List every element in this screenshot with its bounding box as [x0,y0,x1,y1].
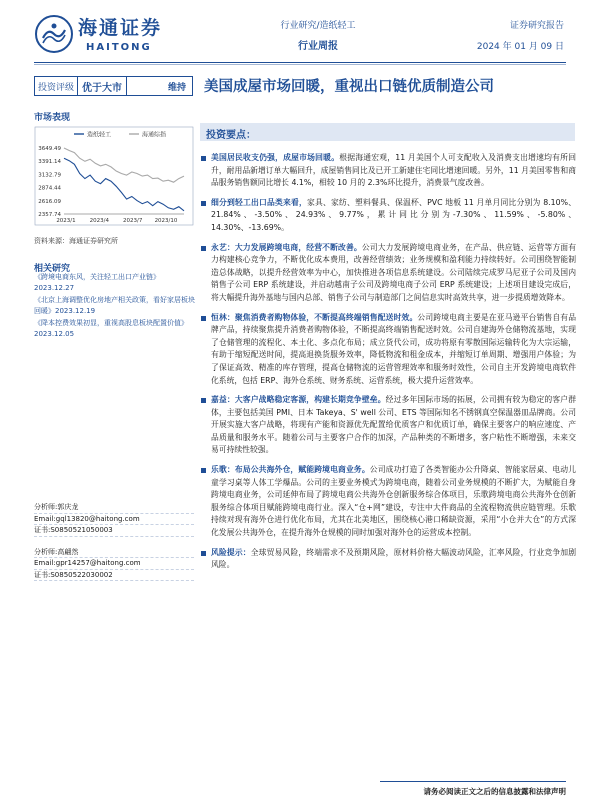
keypoint-text: 家具、家纺、塑料餐具、保温杯、PVC 地板 11 月单月同比分别为 8.10%、21.84%、-3.50%、24.93%、9.77%，累计同比分别为-7.30%、11.59%、-5.80%、14.30%、-13.69%。 [211,197,576,232]
keypoint-text: 经过多年国际市场的拓展，公司拥有较为稳定的客户群体，主要包括美国 PMI、日本 Takeya、S' well 公司、ETS 等国际知名不锈钢真空保温器皿品牌商。公司开展实施大客户战略，将现有产能和资源优先配置给优质客户和优质订单，确保主要客户的响应速度、产品质量和服务水平。随着公司与主要客户合作的加深，产品种类的不断增多，客户粘性不断增强，未来交易可持续性较强。 [211,395,577,455]
bullet-square-icon [201,156,206,161]
keypoint-text: 公司跨境电商主要是在亚马逊平台销售自有品牌产品，持续聚焦提升消费者购物体验，不断提高终端销售配送时效。公司自建海外仓储物流基地，实现了仓储管理的流程化、本土化、多点化布局；成立货代公司，成功将原有零散国际运输转化为大宗运输，有助于缩短配送时间，提高退换货服务效率，降低物流和租金成本，并缩短订单周期、增强用户体验；为了保证高效、精准的库存管理，提高仓储物流的运营管理效率和服务时效性，公司自主开发跨境电商软件化系统，包括 ERP、海外仓系统、财务系统、运营系统，极大提升运营效率。 [211,312,577,385]
keypoint-paragraph [200,464,576,540]
analyst-email[interactable]: Email:gql13820@haitong.com [34,514,194,526]
header-center [268,18,368,52]
keypoint-text: 全球贸易风险，终端需求不及预期风险，原材料价格大幅波动风险，汇率风险，行业竞争加剧风险。 [211,547,577,570]
keypoints-heading: 投资要点： [206,130,256,141]
bullet-square-icon [201,201,206,206]
x-tick-label: 2023/1 [56,218,76,224]
report-kind: 证券研究报告 [509,21,564,31]
keypoint-lead: 乐歌：布局公共海外仓，赋能跨境电商业务。 [211,465,370,475]
market-performance-chart [34,126,194,226]
related-research-list [34,272,199,341]
y-tick-label: 3391.14 [38,159,61,166]
keypoint-paragraph [200,242,576,305]
logo-chinese-name: 海通证券 [78,17,163,39]
report-type: 行业周报 [298,41,338,52]
haitong-seal-icon [34,14,74,54]
chart-source: 资料来源：海通证券研究所 [34,237,118,245]
series-line [64,158,184,211]
analyst-name: 分析师:高翩然 [34,547,194,559]
series-line [64,148,184,182]
market-heading: 市场表现 [34,113,71,123]
keypoint-lead: 美国居民收支仍强，成屋市场回暖。 [211,153,340,162]
logo-english-name: HAITONG [86,42,152,53]
keypoint-text: 根据海通宏观，11 月美国个人可支配收入及消费支出增速均有所回升，耐用品新增订单大幅回升，成屋销售同比及已开工新建住宅同比增速回暖。另外，11 月美国零售和商品服务销售额同比增长 4.1%，相较 10 月的 2.3%环比提升，消费景气度改善。 [211,153,576,188]
keypoint-text: 公司大力发展跨境电商业务，在产品、供应链、运营等方面有力构建核心竞争力，不断优化成本费用，改善经营绩效；业务规模和盈利能力持续转好。公司围绕智能制造总体战略，以提升经营效率为中心，加快推进各项信息系统建设。公司陆续完成罗马尼亚子公司及国内销售子公司 ERP 系统建设，并启动越南子公司及跨境电商子公司 ERP 系统建设；上述项目建设完成后，将大幅提升海外基地与国内总部、销售子公司与制造部门之间信息实时高效共享，进一步提质增效降本。 [211,242,577,302]
header-divider-thin [34,64,566,65]
y-tick-label: 3132.79 [38,172,61,179]
report-date: 2024 年 01 月 09 日 [476,42,564,52]
keypoint-paragraph [200,152,576,190]
related-item[interactable]: 《降本控费效果初显，重视高股息板块配置价值》2023.12.05 [34,319,188,338]
keypoint-lead: 风险提示： [211,547,251,557]
related-research-heading: 相关研究 [34,264,71,274]
y-tick-label: 3649.49 [38,146,61,152]
rating-status: 维持 [167,82,186,93]
y-tick-label: 2874.44 [38,185,61,192]
analyst-email[interactable]: Email:gpr14257@haitong.com [34,558,194,570]
footer-divider [380,781,566,782]
haitong-logo [34,12,163,58]
header-right [477,18,564,52]
bullet-square-icon [201,468,206,473]
bullet-square-icon [201,316,206,321]
keypoint-lead: 永艺：大力发展跨境电商，经营不断改善。 [211,242,362,252]
x-tick-label: 2023/10 [154,218,178,224]
keypoint-paragraph [200,394,576,457]
analyst-cert: 证书:S0850521050003 [34,525,194,537]
keypoint-lead: 嘉益：大客户战略稳定客源，构建长期竞争壁垒。 [211,395,386,405]
keypoint-lead: 细分到轻工出口品类来看， [211,197,308,207]
investment-rating [34,76,193,96]
legend-label: 造纸轻工 [87,131,112,139]
bullet-square-icon [201,398,206,403]
keypoint-text: 公司成功打造了各类智能办公升降桌、智能家居桌、电动儿童学习桌等人体工学爆品。公司的主要业务模式为跨境电商，随着公司业务规模的不断扩大，为赋能自身跨境电商业务，公司延伸布局了跨境电商公共海外仓创新服务综合体项目，乐歌跨境电商公共海外仓创新服务综合体项目赋能跨境电商行业。深入“仓+网”建设，专注中大件商品的全流程物流供应链管理。乐歌持续对现有海外仓进行优化布局，尤其在北美地区，围绕核心港口稀缺资源，采用“小仓并大仓”的方式深化发展公共海外仓，在提升海外仓规模的同时加强对海外仓的运营成本控制。 [211,465,577,538]
keypoints-body [200,152,576,579]
y-tick-label: 2357.74 [38,212,61,218]
legend-label: 海通综指 [142,131,167,139]
header-divider [34,62,566,63]
related-item[interactable]: 《北京上海调整优化房地产相关政策，看好家居板块回暖》2023.12.19 [34,296,195,315]
x-tick-label: 2023/7 [122,218,143,224]
related-item[interactable]: 《跨境电商东风，关注轻工出口产业链》2023.12.27 [34,273,160,292]
keypoint-paragraph [200,312,576,388]
bullet-square-icon [201,551,206,556]
bullet-square-icon [201,246,206,251]
report-category: 行业研究/造纸轻工 [280,21,356,31]
analyst-cert: 证书:S0850522030002 [34,570,194,582]
report-title: 美国成屋市场回暖，重视出口链优质制造公司 [204,78,494,95]
keypoints-band [200,123,575,141]
keypoint-paragraph [200,197,576,235]
rating-label: 投资评级 [38,82,75,93]
keypoint-lead: 恒林：聚焦消费者购物体验，不断提高终端销售配送时效。 [211,312,418,322]
analyst-name: 分析师:郭庆龙 [34,502,194,514]
footer-disclaimer: 请务必阅读正文之后的信息披露和法律声明 [423,787,566,796]
x-tick-label: 2023/4 [89,218,110,224]
y-tick-label: 2616.09 [38,198,61,205]
analyst-block [34,502,194,581]
keypoint-paragraph [200,547,576,572]
rating-value: 优于大市 [77,77,127,95]
